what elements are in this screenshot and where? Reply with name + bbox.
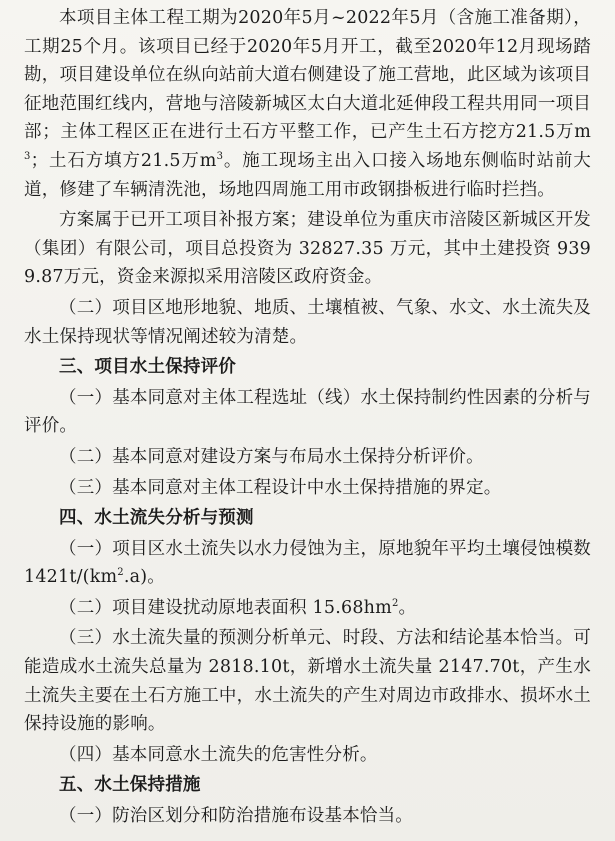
paragraph-erosion-type: （一）项目区水土流失以水力侵蚀为主，原地貌年平均土壤侵蚀模数$1421t/(km^2.a)$。 [24,538,591,588]
paragraph-loss-prediction: （三）水土流失量的预测分析单元、时段、方法和结论基本恰当。可能造成水土流失总量为 2818.10t，新增水土流失量 2147.70t，产生水土流失主要在土石方施工中，水土流失的产生对周边市政排水、损坏水土保持设施的影响。 [24,628,591,735]
section-heading-measures: 五、水土保持措施 [59,775,201,796]
paragraph-project-area: （二）项目区地形地貌、地质、土壤植被、气象、水文、水土流失及水土保持现状等情况阐述较为清楚。 [24,297,591,347]
paragraph-evaluation-3: （三）基本同意对主体工程设计中水土保持措施的界定。 [59,477,502,498]
section-heading-evaluation: 三、项目水土保持评价 [59,357,236,378]
paragraph-evaluation-1: （一）基本同意对主体工程选址（线）水土保持制约性因素的分析与评价。 [24,387,591,437]
paragraph-hazard-analysis: （四）基本同意水土流失的危害性分析。 [59,744,378,765]
section-heading-prediction: 四、水土流失分析与预测 [59,508,254,529]
paragraph-schedule: 本项目主体工程工期为2020年5月~2022年5月（含施工准备期），工期25个月。该项目已经于2020年5月开工，截至2020年12月现场踏勘，项目建设单位在纵向站前大道右侧建设了施工营地，此区域为该项目征地范围红线内，营地与涪陵新城区太白大道北延伸段工程共用同一项目部；主体工程区正在进行土石方平整工作，已产生土石方挖方21.5万$m^3$；土石方填方21.5万$m^3$。施工现场主出入口接入场地东侧临时站前大道，修建了车辆清洗池，场地四周施工用市政钢掛板进行临时拦挡。 [24,8,592,200]
paragraph-disturbed-area: （二）项目建设扰动原地表面积 $15.68hm^2$。 [59,597,417,618]
paragraph-investment: 方案属于已开工项目补报方案；建设单位为重庆市涪陵区新城区开发（集团）有限公司，项目总投资为 32827.35 万元，其中土建投资 9399.87万元，资金来源拟采用涪陵区政府资金。 [24,210,591,288]
paragraph-evaluation-2: （二）基本同意对建设方案与布局水土保持分析评价。 [59,446,484,467]
paragraph-zoning: （一）防治区划分和防治措施布设基本恰当。 [59,806,413,827]
